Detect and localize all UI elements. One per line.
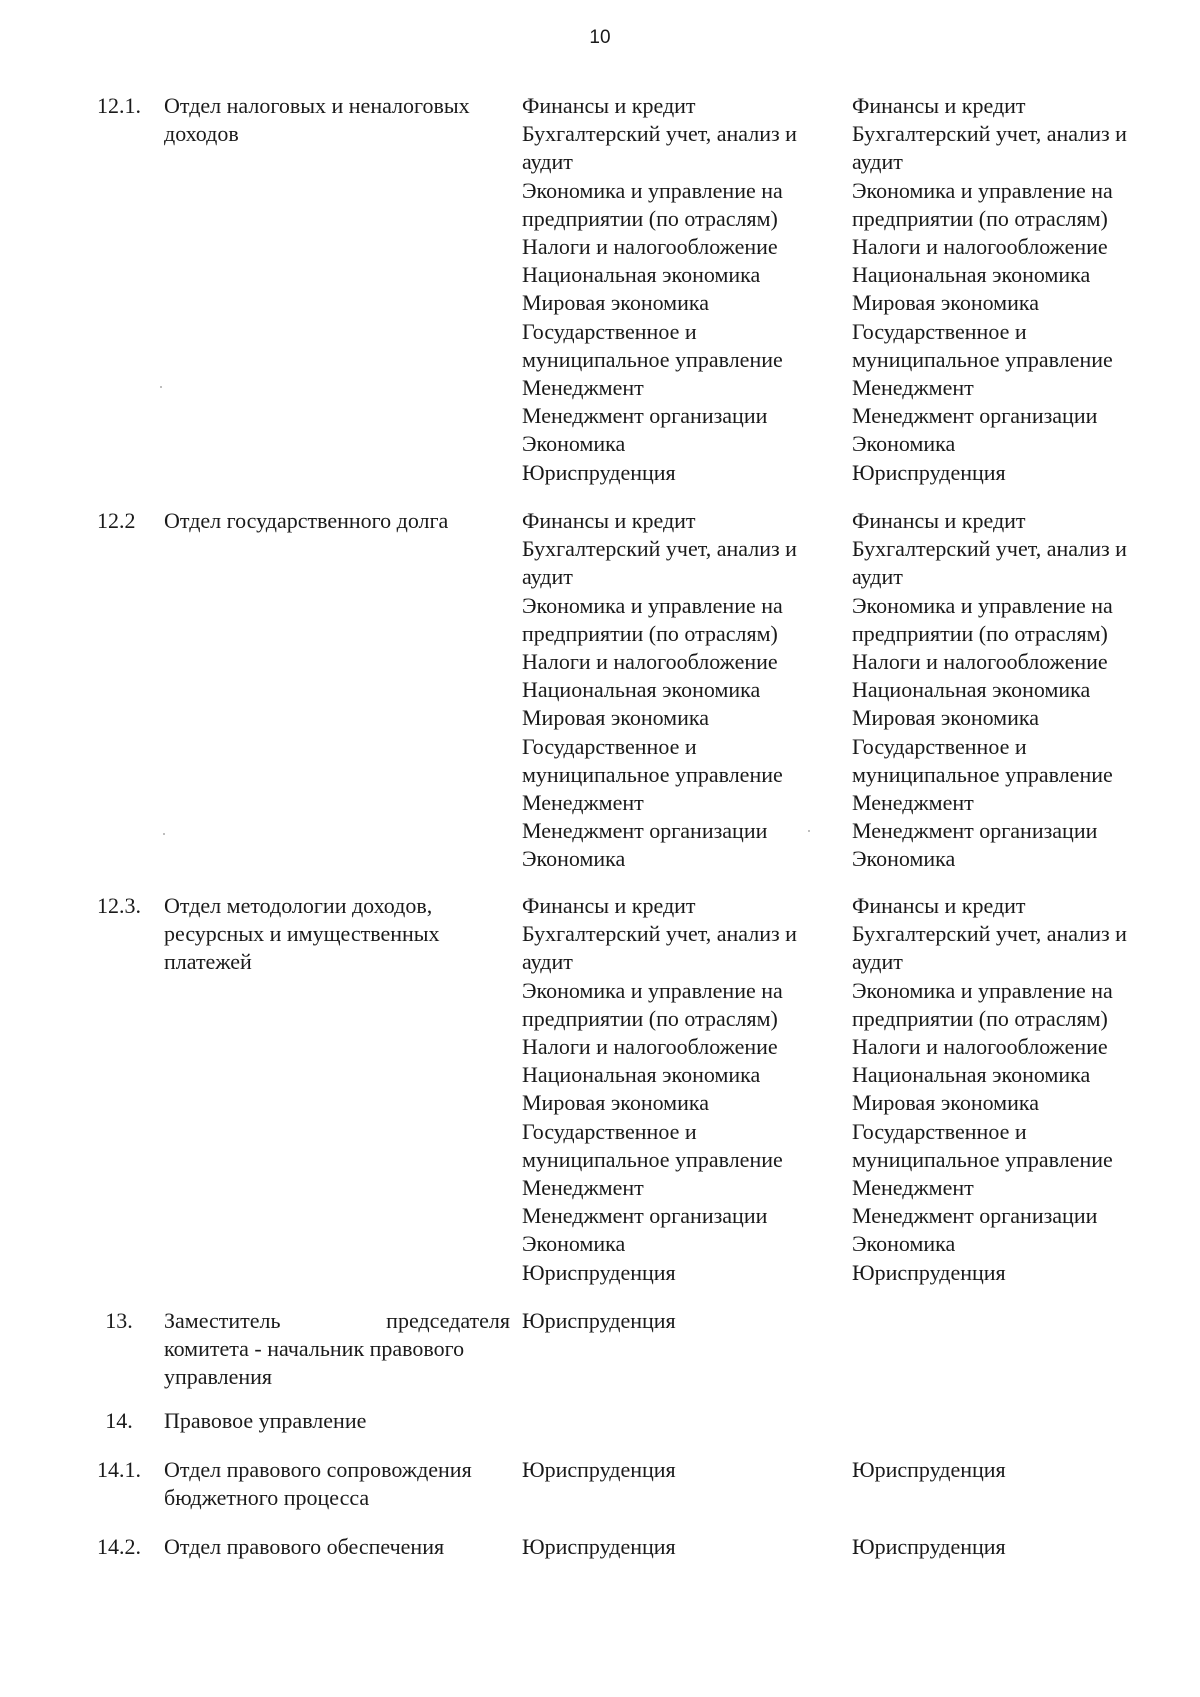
qualification-line: Государственное и xyxy=(522,318,697,344)
row-number: 14.2. xyxy=(97,1534,141,1559)
qualification-line: муниципальное управление xyxy=(522,761,783,787)
specialty-line: аудит xyxy=(852,949,903,975)
department-name-line: платежей xyxy=(164,949,252,975)
qualification-list xyxy=(522,1533,842,1561)
department-name-line: Заместитель председателя xyxy=(164,1308,510,1333)
specialty-line: предприятии (по отраслям) xyxy=(852,1005,1108,1031)
department-name-line: Правовое управление xyxy=(164,1408,367,1433)
qualification-list xyxy=(522,92,842,487)
specialty-line: Юриспруденция xyxy=(852,1534,1006,1559)
specialty-line: Национальная экономика xyxy=(852,262,1091,288)
qualification-list xyxy=(522,507,842,874)
specialty-line: Юриспруденция xyxy=(852,1457,1006,1482)
qualification-line: Юриспруденция xyxy=(522,1259,676,1285)
qualification-line: Экономика xyxy=(522,431,626,457)
qualification-line: муниципальное управление xyxy=(522,346,783,372)
department-name xyxy=(164,1407,510,1435)
department-name-line: управления xyxy=(164,1364,273,1390)
specialty-line: Юриспруденция xyxy=(852,459,1006,485)
scan-speck xyxy=(160,386,162,388)
specialty-line: Менеджмент xyxy=(852,375,974,401)
row-number: 13. xyxy=(105,1308,133,1333)
department-name xyxy=(164,507,510,535)
qualification-line: Юриспруденция xyxy=(522,1308,676,1333)
qualification-line: Менеджмент xyxy=(522,375,644,401)
specialty-line: Налоги и налогообложение xyxy=(852,649,1108,675)
specialty-line: муниципальное управление xyxy=(852,761,1113,787)
specialty-line: муниципальное управление xyxy=(852,346,1113,372)
qualification-line: предприятии (по отраслям) xyxy=(522,1005,778,1031)
qualification-list xyxy=(522,1307,842,1335)
specialty-line: Менеджмент организации xyxy=(852,818,1098,844)
row-number: 12.2 xyxy=(97,508,136,533)
specialty-line: Экономика и управление на xyxy=(852,592,1113,618)
department-name-line: ресурсных и имущественных xyxy=(164,921,440,947)
specialty-list xyxy=(852,892,1172,1287)
department-name-line: Отдел налоговых и неналоговых xyxy=(164,93,470,118)
specialty-line: Государственное и xyxy=(852,318,1027,344)
qualification-line: предприятии (по отраслям) xyxy=(522,205,778,231)
specialty-list xyxy=(852,1533,1172,1561)
specialty-line: Экономика xyxy=(852,846,956,872)
department-name xyxy=(164,1307,510,1392)
scan-speck xyxy=(808,830,810,832)
department-name-line: Отдел правового сопровождения xyxy=(164,1457,472,1482)
qualification-line: Бухгалтерский учет, анализ и xyxy=(522,121,797,147)
qualification-line: Финансы и кредит xyxy=(522,893,696,918)
specialty-list xyxy=(852,1456,1172,1484)
specialty-line: Бухгалтерский учет, анализ и xyxy=(852,536,1127,562)
qualification-line: Экономика и управление на xyxy=(522,177,783,203)
qualification-line: Юриспруденция xyxy=(522,1534,676,1559)
specialty-line: Государственное и xyxy=(852,1118,1027,1144)
qualification-line: Мировая экономика xyxy=(522,705,709,731)
qualification-line: Государственное и xyxy=(522,733,697,759)
specialty-line: предприятии (по отраслям) xyxy=(852,205,1108,231)
specialty-line: Менеджмент организации xyxy=(852,403,1098,429)
qualification-line: Мировая экономика xyxy=(522,1090,709,1116)
department-name-line: комитета - начальник правового xyxy=(164,1336,465,1362)
specialty-line: Менеджмент xyxy=(852,790,974,816)
qualification-line: предприятии (по отраслям) xyxy=(522,620,778,646)
specialty-line: муниципальное управление xyxy=(852,1146,1113,1172)
qualification-line: Экономика xyxy=(522,846,626,872)
qualification-line: Национальная экономика xyxy=(522,262,761,288)
specialty-line: Государственное и xyxy=(852,733,1027,759)
department-name-line: Отдел государственного долга xyxy=(164,508,449,533)
qualification-line: Финансы и кредит xyxy=(522,93,696,118)
specialty-line: Финансы и кредит xyxy=(852,893,1026,918)
specialty-line: Менеджмент xyxy=(852,1175,974,1201)
specialty-line: Экономика и управление на xyxy=(852,177,1113,203)
specialty-line: аудит xyxy=(852,564,903,590)
specialty-line: Мировая экономика xyxy=(852,1090,1039,1116)
qualification-line: Экономика и управление на xyxy=(522,592,783,618)
qualification-line: аудит xyxy=(522,949,573,975)
qualification-list xyxy=(522,892,842,1287)
row-number: 14. xyxy=(105,1408,133,1433)
qualification-line: Менеджмент xyxy=(522,1175,644,1201)
qualification-line: Бухгалтерский учет, анализ и xyxy=(522,536,797,562)
specialty-list xyxy=(852,92,1172,487)
specialty-line: Финансы и кредит xyxy=(852,508,1026,533)
specialty-line: предприятии (по отраслям) xyxy=(852,620,1108,646)
qualification-line: Национальная экономика xyxy=(522,677,761,703)
qualification-line: Менеджмент xyxy=(522,790,644,816)
qualification-line: аудит xyxy=(522,564,573,590)
specialty-line: Национальная экономика xyxy=(852,1062,1091,1088)
qualification-line: Финансы и кредит xyxy=(522,508,696,533)
specialty-line: Экономика xyxy=(852,431,956,457)
specialty-line: Юриспруденция xyxy=(852,1259,1006,1285)
row-number: 14.1. xyxy=(97,1457,141,1482)
qualification-line: Юриспруденция xyxy=(522,459,676,485)
specialty-list xyxy=(852,507,1172,874)
specialty-line: Бухгалтерский учет, анализ и xyxy=(852,121,1127,147)
department-name-line: Отдел методологии доходов, xyxy=(164,893,433,918)
qualification-line: Менеджмент организации xyxy=(522,818,768,844)
qualification-line: аудит xyxy=(522,149,573,175)
specialty-line: Экономика и управление на xyxy=(852,977,1113,1003)
qualification-line: Бухгалтерский учет, анализ и xyxy=(522,921,797,947)
qualification-list xyxy=(522,1456,842,1484)
row-number: 12.3. xyxy=(97,893,141,918)
specialty-line: Экономика xyxy=(852,1231,956,1257)
qualification-line: Национальная экономика xyxy=(522,1062,761,1088)
department-name-line: Отдел правового обеспечения xyxy=(164,1534,445,1559)
department-name xyxy=(164,892,510,977)
specialty-line: Менеджмент организации xyxy=(852,1203,1098,1229)
row-number: 12.1. xyxy=(97,93,141,118)
specialty-line: Мировая экономика xyxy=(852,705,1039,731)
specialty-line: Мировая экономика xyxy=(852,290,1039,316)
qualification-line: муниципальное управление xyxy=(522,1146,783,1172)
department-name-line: бюджетного процесса xyxy=(164,1485,370,1511)
specialty-line: Налоги и налогообложение xyxy=(852,234,1108,260)
qualification-line: Государственное и xyxy=(522,1118,697,1144)
qualification-line: Менеджмент организации xyxy=(522,403,768,429)
department-name xyxy=(164,92,510,148)
specialty-line: Национальная экономика xyxy=(852,677,1091,703)
specialty-line: Налоги и налогообложение xyxy=(852,1034,1108,1060)
department-name-line: доходов xyxy=(164,121,239,147)
qualification-line: Налоги и налогообложение xyxy=(522,1034,778,1060)
qualification-line: Менеджмент организации xyxy=(522,1203,768,1229)
qualification-line: Налоги и налогообложение xyxy=(522,649,778,675)
specialty-line: Финансы и кредит xyxy=(852,93,1026,118)
qualification-line: Экономика и управление на xyxy=(522,977,783,1003)
qualification-line: Юриспруденция xyxy=(522,1457,676,1482)
scan-speck xyxy=(163,833,165,835)
department-name xyxy=(164,1456,510,1512)
specialty-line: Бухгалтерский учет, анализ и xyxy=(852,921,1127,947)
qualification-line: Мировая экономика xyxy=(522,290,709,316)
qualification-line: Налоги и налогообложение xyxy=(522,234,778,260)
page-number: 10 xyxy=(589,27,611,48)
qualification-line: Экономика xyxy=(522,1231,626,1257)
department-name xyxy=(164,1533,510,1561)
specialty-line: аудит xyxy=(852,149,903,175)
